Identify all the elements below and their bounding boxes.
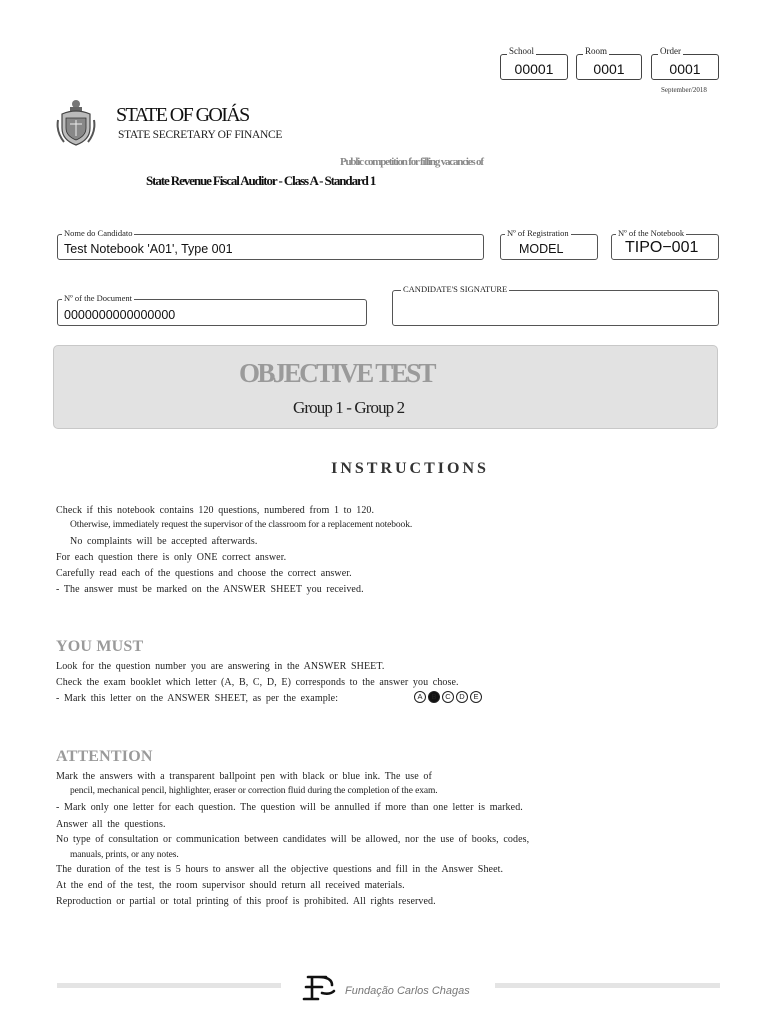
public-competition-text: Public competition for filling vacancies of: [340, 156, 483, 168]
instruction-line: Check if this notebook contains 120 questions, numbered from 1 to 120.: [56, 505, 375, 516]
school-label: School: [509, 46, 535, 56]
attention-line: Mark the answers with a transparent ballpoint pen with black or blue ink. The use of: [56, 771, 432, 782]
state-coat-of-arms-icon: [56, 98, 96, 148]
instructions-heading: INSTRUCTIONS: [331, 460, 489, 477]
you-must-heading: YOU MUST: [56, 638, 144, 655]
objective-test-title: OBJECTIVE TEST: [239, 358, 434, 388]
registration-label: Nº of Registration: [507, 228, 569, 238]
you-must-line: Check the exam booklet which letter (A, B, C, D, E) corresponds to the answer you chose.: [56, 677, 459, 688]
instruction-line: For each question there is only ONE correct answer.: [56, 552, 287, 563]
registration-field[interactable]: [500, 228, 598, 260]
foundation-name: Fundação Carlos Chagas: [345, 985, 470, 997]
room-label: Room: [585, 46, 608, 56]
document-number-field[interactable]: [57, 293, 367, 326]
you-must-line: - Mark this letter on the ANSWER SHEET, as per the example:: [56, 693, 339, 704]
secretary-name: STATE SECRETARY OF FINANCE: [118, 129, 283, 141]
candidate-signature-label: CANDIDATE'S SIGNATURE: [403, 284, 508, 294]
attention-heading: ATTENTION: [56, 748, 153, 765]
attention-line: The duration of the test is 5 hours to answer all the objective questions and fill in the Answer Sheet.: [56, 864, 504, 875]
you-must-line: Look for the question number you are answering in the ANSWER SHEET.: [56, 661, 385, 672]
attention-line: No type of consultation or communication between candidates will be allowed, nor the use of books, codes,: [56, 834, 530, 845]
answer-example: [414, 691, 482, 705]
order-code-box: [651, 46, 719, 80]
position-title: State Revenue Fiscal Auditor - Class A - Standard 1: [146, 173, 376, 188]
order-label: Order: [660, 46, 681, 56]
notebook-number-value: TIPO−001: [625, 239, 699, 256]
instruction-line: No complaints will be accepted afterwards.: [70, 536, 258, 547]
order-value: 0001: [669, 61, 701, 77]
attention-line: manuals, prints, or any notes.: [70, 850, 179, 860]
instruction-line: Otherwise, immediately request the supervisor of the classroom for a replacement notebook.: [70, 520, 413, 530]
candidate-name-label: Nome do Candidato: [64, 228, 133, 238]
footer-divider-left: [57, 983, 281, 988]
fcc-logo-icon: [302, 973, 338, 1003]
candidate-name-field[interactable]: [57, 228, 484, 260]
notebook-number-label: Nº of the Notebook: [618, 228, 685, 238]
exam-date: September/2018: [661, 86, 707, 94]
registration-value: MODEL: [519, 242, 564, 256]
room-value: 0001: [593, 61, 625, 77]
attention-line: - Mark only one letter for each question. The question will be annulled if more than one letter is marked.: [56, 802, 523, 813]
school-value: 00001: [514, 61, 554, 77]
document-number-label: Nº of the Document: [64, 293, 133, 303]
candidate-name-value: Test Notebook 'A01', Type 001: [64, 242, 233, 256]
attention-line: Reproduction or partial or total printing of this proof is prohibited. All rights reserved.: [56, 896, 436, 907]
attention-line: Answer all the questions.: [56, 819, 166, 830]
room-code-box: [576, 46, 642, 80]
answer-bubble-a: A: [414, 691, 426, 703]
test-groups: Group 1 - Group 2: [293, 398, 405, 417]
attention-line: At the end of the test, the room supervisor should return all received materials.: [56, 880, 405, 891]
candidate-signature-field[interactable]: [392, 284, 719, 326]
objective-test-banner: [53, 345, 718, 429]
instruction-line: - The answer must be marked on the ANSWER SHEET you received.: [56, 584, 364, 595]
answer-bubble-c: C: [442, 691, 454, 703]
answer-bubble-b-filled: B: [428, 691, 440, 703]
state-name: STATE OF GOIÁS: [116, 104, 249, 126]
attention-line: pencil, mechanical pencil, highlighter, eraser or correction fluid during the completion of the exam.: [70, 786, 438, 796]
footer-divider-right: [495, 983, 720, 988]
document-number-value: 0000000000000000: [64, 308, 176, 322]
school-code-box: [500, 46, 568, 80]
answer-bubble-d: D: [456, 691, 468, 703]
notebook-number-field[interactable]: [611, 228, 719, 260]
instruction-line: Carefully read each of the questions and choose the correct answer.: [56, 568, 352, 579]
answer-bubble-e: E: [470, 691, 482, 703]
